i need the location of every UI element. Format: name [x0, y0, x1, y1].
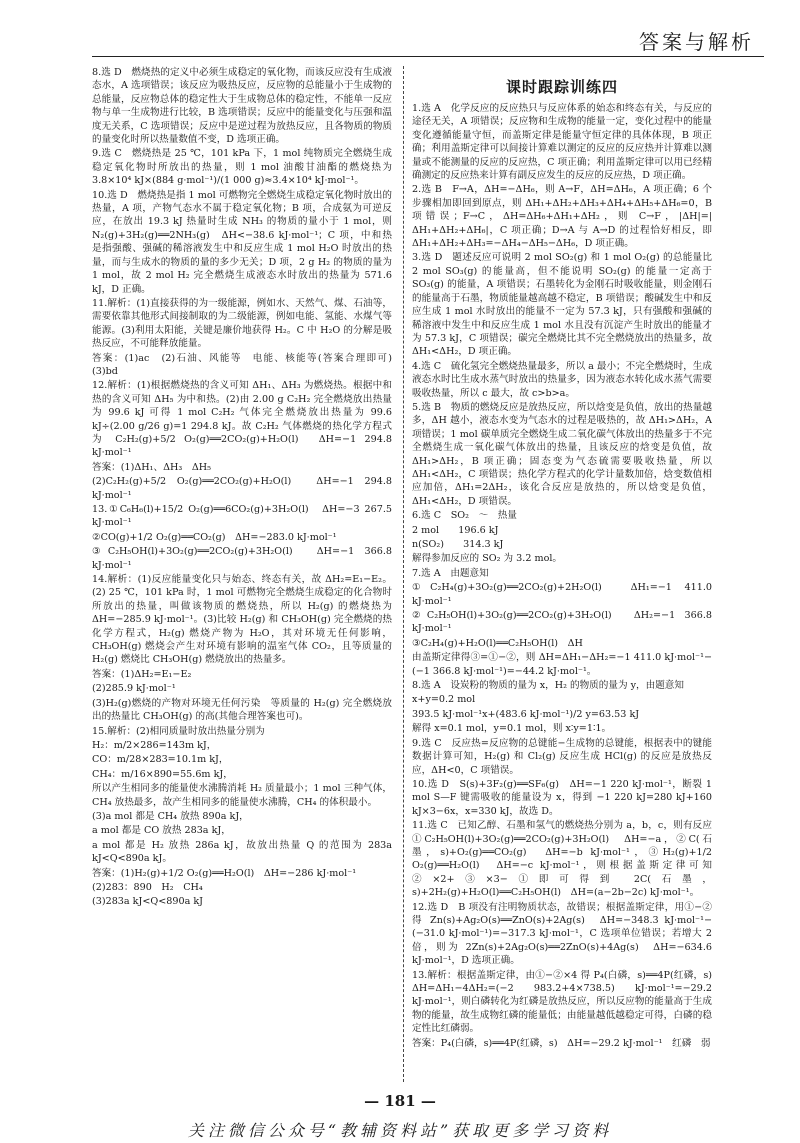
page-header — [0, 0, 800, 58]
answer-item: 15.解析：(2)相同质量时放出热量分别为 — [92, 725, 265, 737]
section-title: 课时跟踪训练四 — [505, 78, 618, 96]
answer-item: 答案：P₄(白磷，s)══4P(红磷，s) ΔH=−29.2 kJ·mol⁻¹ 红磷 弱 — [412, 1037, 711, 1049]
answer-item: (3)283a kJ<Q<890a kJ — [92, 896, 204, 908]
answer-item: ③C₂H₅OH(l)+3O₂(g)══2CO₂(g)+3H₂O(l) ΔH=−1 366.8 kJ·mol⁻¹ — [92, 546, 396, 571]
answer-item: (3)H₂(g)燃烧的产物对环境无任何污染 等质量的 H₂(g) 完全燃烧放出的热量比 CH₃OH(g) 的高(其他合理答案也可)。 — [92, 697, 392, 723]
right-items — [412, 102, 722, 1050]
answer-item: 解得 x=0.1 mol，y=0.1 mol，则 x∶y=1∶1。 — [412, 723, 612, 735]
page-number: — 181 — — [364, 1092, 436, 1110]
answer-item: (2)283：890 H₂ CH₄ — [92, 881, 203, 893]
footer-promo: 关注微信公众号“教辅资料站”获取更多学习资料 — [187, 1121, 613, 1140]
answer-item: 所以产生相同多的能量使水沸腾消耗 H₂ 质量最小；1 mol 三种气体，CH₄ 放热最多，故产生相同多的能量使水沸腾，CH₄ 的体积最小。 — [92, 783, 392, 808]
header-rule — [92, 56, 764, 57]
answer-item: 1.选 A 化学反应的反应热只与反应体系的始态和终态有关，与反应的途径无关，A 项错误；反应物和生成物的能量一定，变化过程中的能量变化遵循能量守恒，而盖斯定律是能量守恒定律的具体体现，B 项正确；利用盖斯定律可以间接计算难以测定的反应的反应热并计算难以测量或不能测量的反应的反应热，C 项正确；利用盖斯定律可以用已经精确测定的反应热来计算有副反应发生的反应的反应热，D 项正确。 — [412, 103, 712, 182]
answer-item: 答案：(1)ΔH₁、ΔH₃ ΔH₅ — [92, 461, 211, 473]
answer-item: n(SO₂) 314.3 kJ — [412, 539, 504, 550]
answer-item: 7.选 A 由题意知 — [412, 567, 489, 579]
answer-item: CH₄：m/16×890=55.6m kJ， — [92, 768, 233, 780]
answer-item: a mol 都是 H₂ 放热 286a kJ，故放出热量 Q 的范围为 283a kJ<Q<890a kJ。 — [92, 839, 396, 865]
column-divider — [403, 66, 404, 1082]
answer-item: 10.选 D S(s)+3F₂(g)══SF₆(g) ΔH=−1 220 kJ·mol⁻¹，断裂 1 mol S—F 键需吸收的能量设为 x，得到 −1 220 kJ=280 kJ+160 kJ×3−6x，x=330 kJ，故选 D。 — [412, 778, 716, 817]
answer-item: ②CO(g)+1/2 O₂(g)══CO₂(g) ΔH=−283.0 kJ·mol⁻¹ — [92, 531, 337, 543]
answer-item: 13.解析：根据盖斯定律，由①−②×4 得 P₄(白磷，s)══4P(红磷，s) ΔH=ΔH₁−4ΔH₂=(−2 983.2+4×738.5) kJ·mol⁻¹=−29.2 kJ·mol⁻¹，则白磷转化为红磷是放热反应，所以反应物的能量高于生成物的能量，故生成物红磷的能量低；由能量越低越稳定可得，白磷的稳定性比红磷弱。 — [412, 969, 722, 1035]
answer-item: 393.5 kJ·mol⁻¹x+(483.6 kJ·mol⁻¹)/2 y=63.53 kJ — [412, 708, 640, 720]
answer-item: 6.选 C SO₂ ～ 热量 — [412, 510, 517, 522]
answer-item: 11.解析：(1)直接获得的为一级能源，例如水、天然气、煤、石油等，需要依靠其他形式间接制取的为二级能源，例如电能、氢能、水煤气等能源。(3)利用太阳能，关键是廉价地获得 H₂。C 中 H₂O 的分解是吸热反应，不可能释放能量。 — [92, 297, 392, 350]
answer-item: 8.选 D 燃烧热的定义中必须生成稳定的氧化物，而该反应没有生成液态水，A 选项错误；该反应为吸热反应，反应物的总能量小于生成物的总能量，反应物总体的稳定性大于生成物总体的稳定性，不能单一反应物与单一生成物进行比较，B 选项错误；反应中的能量变化与压强和温度无关系，C 选项错误；反应中是逆过程为放热反应，且各物质的物质的量变化时所以热量数值不变，D 选项正确。 — [92, 67, 392, 146]
answer-item: CO：m/28×283=10.1m kJ， — [92, 754, 229, 766]
answer-item: 10.选 D 燃烧热是指 1 mol 可燃物完全燃烧生成稳定氧化物时放出的热量，A 项，产物气态水不属于稳定氧化物；B 项，合成氨为可逆反应，在放出 19.3 kJ 热量时生成 NH₃ 的物质的量小于 1 mol，则 N₂(g)+3H₂(g)══2NH₃(g) ΔH<−38.6 kJ·mol⁻¹；C 项，中和热是指强酸、强碱的稀溶液发生中和反应生成 1 mol H₂O 时放出的热量，而与生成水的物质的量的多少无关；D 项，2 g H₂ 的物质的量为 1 mol，故 2 mol H₂ 完全燃烧生成液态水时放出的热量为 571.6 kJ，D 正确。 — [92, 189, 396, 295]
answer-item: 8.选 A 设炭粉的物质的量为 x，H₂ 的物质的量为 y，由题意知 — [412, 680, 684, 692]
left-column — [92, 66, 402, 910]
right-column — [412, 66, 722, 1051]
answer-item: 12.解析：(1)根据燃烧热的含义可知 ΔH₁、ΔH₃ 为燃烧热。根据中和热的含义可知 ΔH₅ 为中和热。(2)由 2.00 g C₂H₂ 完全燃烧放出热量为 99.6 kJ 可得 1 mol C₂H₂ 气体完全燃烧放出热量为 99.6 kJ÷(2.00 g/26 g)=1 294.8 kJ。故 C₂H₂ 气体燃烧的热化学方程式为 C₂H₂(g)+5/2 O₂(g)══2CO₂(g)+H₂O(l) ΔH=−1 294.8 kJ·mol⁻¹ — [92, 380, 396, 459]
answer-item: ①C₂H₄(g)+3O₂(g)══2CO₂(g)+2H₂O(l) ΔH₁=−1 411.0 kJ·mol⁻¹ — [412, 582, 716, 607]
answer-item: (3)a mol 都是 CH₄ 放热 890a kJ， — [92, 810, 249, 822]
answer-item: a mol 都是 CO 放热 283a kJ， — [92, 825, 231, 837]
answer-item: 2.选 B F→A，ΔH=−ΔH₆，则 A→F，ΔH=ΔH₆，A 项正确；6 个步骤相加即回到原点，则 ΔH₁+ΔH₂+ΔH₃+ΔH₄+ΔH₅+ΔH₆=0，B 项错误；F→C，ΔH=ΔH₆+ΔH₁+ΔH₂，则 C→F，|ΔH|=|ΔH₁+ΔH₂+ΔH₆|，C 项正确；D→A 与 A→D 的过程恰好相反，即 ΔH₁+ΔH₂+ΔH₃=−ΔH₄−ΔH₅−ΔH₆，D 项正确。 — [412, 184, 716, 250]
answer-item: 14.解析：(1)反应能量变化只与始态、终态有关，故 ΔH₂=E₁−E₂。(2) 25 ℃，101 kPa 时，1 mol 可燃物完全燃烧生成稳定的化合物时所放出的热量，叫做该物质的燃烧热，所以 H₂(g) 的燃烧热为 ΔH=−285.9 kJ·mol⁻¹。(3)比较 H₂(g) 和 CH₃OH(g) 完全燃烧的热化学方程式，H₂(g) 燃烧产物为 H₂O，其对环境无任何影响，CH₃OH(g) 燃烧会产生对环境有影响的温室气体 CO₂，且等质量的 H₂(g) 燃烧比 CH₃OH(g) 燃烧放出的热量多。 — [92, 574, 396, 666]
answer-item: 2 mol 196.6 kJ — [412, 524, 499, 536]
answer-item: H₂：m/2×286=143m kJ， — [92, 739, 217, 751]
answer-item: ③C₂H₄(g)+H₂O(l)══C₂H₅OH(l) ΔH — [412, 637, 583, 649]
answer-item: 9.选 C 反应热=反应物的总键能−生成物的总键能，根据表中的键能数据计算可知，H₂(g) 和 Cl₂(g) 反应生成 HCl(g) 的反应是放热反应，ΔH<0，C 项错误。 — [412, 737, 712, 776]
answer-item: 答案：(1)ac (2)石油、风能等 电能、核能等(答案合理即可) (3)bd — [92, 352, 402, 377]
answer-item: (2)C₂H₂(g)+5/2 O₂(g)══2CO₂(g)+H₂O(l) ΔH=−1 294.8 kJ·mol⁻¹ — [92, 476, 396, 501]
answer-item: 答案：(1)H₂(g)+1/2 O₂(g)══H₂O(l) ΔH=−286 kJ·mol⁻¹ — [92, 867, 357, 879]
answer-item: 5.选 B 物质的燃烧反应是放热反应，所以焓变是负值，放出的热量越多，ΔH 越小，液态水变为气态水的过程是吸热的，故 ΔH₁>ΔH₂，A 项错误；1 mol 碳单质完全燃烧生成二氧化碳气体放出的热量多于不完全燃烧生成一氧化碳气体放出的热量，且该反应的焓变是负值，故 ΔH₁>ΔH₂，B 项正确；固态变为气态硫需要吸收热量，所以 ΔH₁<ΔH₂，C 项错误；热化学方程式的化学计量数加倍，焓变数值相应加倍，ΔH₁=2ΔH₂，该化合反应是放热的，所以焓变是负值，ΔH₁<ΔH₂，D 项错误。 — [412, 401, 716, 507]
answer-item: 答案：(1)ΔH₂=E₁−E₂ — [92, 668, 192, 680]
answer-item: 解得参加反应的 SO₂ 为 3.2 mol。 — [412, 553, 563, 565]
answer-item: 9.选 C 燃烧热是 25 ℃，101 kPa 下，1 mol 纯物质完全燃烧生成稳定氧化物时所放出的热量，则 1 mol 油酸甘油酯的燃烧热为 3.8×10⁴ kJ×(884 g·mol⁻¹)/(1 000 g)≈3.4×10⁴ kJ·mol⁻¹。 — [92, 148, 396, 187]
answer-item: 3.选 D 题述反应可说明 2 mol SO₂(g) 和 1 mol O₂(g) 的总能量比 2 mol SO₃(g) 的能量高，但不能说明 SO₂(g) 的能量一定高于 SO₃(g) 的能量，A 项错误；石墨转化为金刚石时吸收能量，则金刚石的能量高于石墨，物质能量越高越不稳定，B 项错误；酸碱发生中和反应生成 1 mol 水时放出的能量不一定为 57.3 kJ，只有强酸和强碱的稀溶液中发生中和反应生成 1 mol 水且没有沉淀产生时放出的能量才为 57.3 kJ，C 项错误；碳完全燃烧比其不完全燃烧放出的热量多，故 ΔH₁<ΔH₂，D 项正确。 — [412, 252, 716, 358]
answer-item: 11.选 C 已知乙醇、石墨和氢气的燃烧热分别为 a，b，c，则有反应 ①C₂H₅OH(l)+3O₂(g)══2CO₂(g)+3H₂O(l) ΔH=−a，②C(石墨，s)+O₂(g)══CO₂(g) ΔH=−b kJ·mol⁻¹，③H₂(g)+1/2 O₂(g)══H₂O(l) ΔH=−c kJ·mol⁻¹，则根据盖斯定律可知②×2+③×3−①即可得到 2C(石墨，s)+2H₂(g)+H₂O(l)══C₂H₅OH(l) ΔH=(a−2b−2c) kJ·mol⁻¹。 — [412, 820, 716, 899]
answer-item: ②C₂H₅OH(l)+3O₂(g)══2CO₂(g)+3H₂O(l) ΔH₂=−1 366.8 kJ·mol⁻¹ — [412, 610, 716, 635]
answer-item: 12.选 D B 项没有注明物质状态，故错误；根据盖斯定律，用①−②得 Zn(s)+Ag₂O(s)══ZnO(s)+2Ag(s) ΔH=−348.3 kJ·mol⁻¹−(−31.0 kJ·mol⁻¹)=−317.3 kJ·mol⁻¹，C 选项单位错误；若增大 2 倍，则为 2Zn(s)+2Ag₂O(s)══2ZnO(s)+4Ag(s) ΔH=−634.6 kJ·mol⁻¹，D 选项正确。 — [412, 901, 716, 967]
answer-item: (2)285.9 kJ·mol⁻¹ — [92, 683, 176, 695]
answer-item: x+y=0.2 mol — [412, 694, 476, 706]
answer-item: 由盖斯定律得③=①−②，则 ΔH=ΔH₁−ΔH₂=−1 411.0 kJ·mol⁻¹−(−1 366.8 kJ·mol⁻¹)=−44.2 kJ·mol⁻¹。 — [412, 652, 712, 677]
answer-item: 4.选 C 硫化氢完全燃烧热量最多，所以 a 最小；不完全燃烧时，生成液态水时比生成水蒸气时放出的热量多，因为液态水转化成水蒸气需要吸收热量，所以 c 最大，故 c>b>a。 — [412, 360, 712, 399]
answer-item: 13.①C₆H₆(l)+15/2 O₂(g)══6CO₂(g)+3H₂O(l) ΔH=−3 267.5 kJ·mol⁻¹ — [92, 504, 396, 529]
header-title: 答案与解析 — [639, 30, 754, 54]
